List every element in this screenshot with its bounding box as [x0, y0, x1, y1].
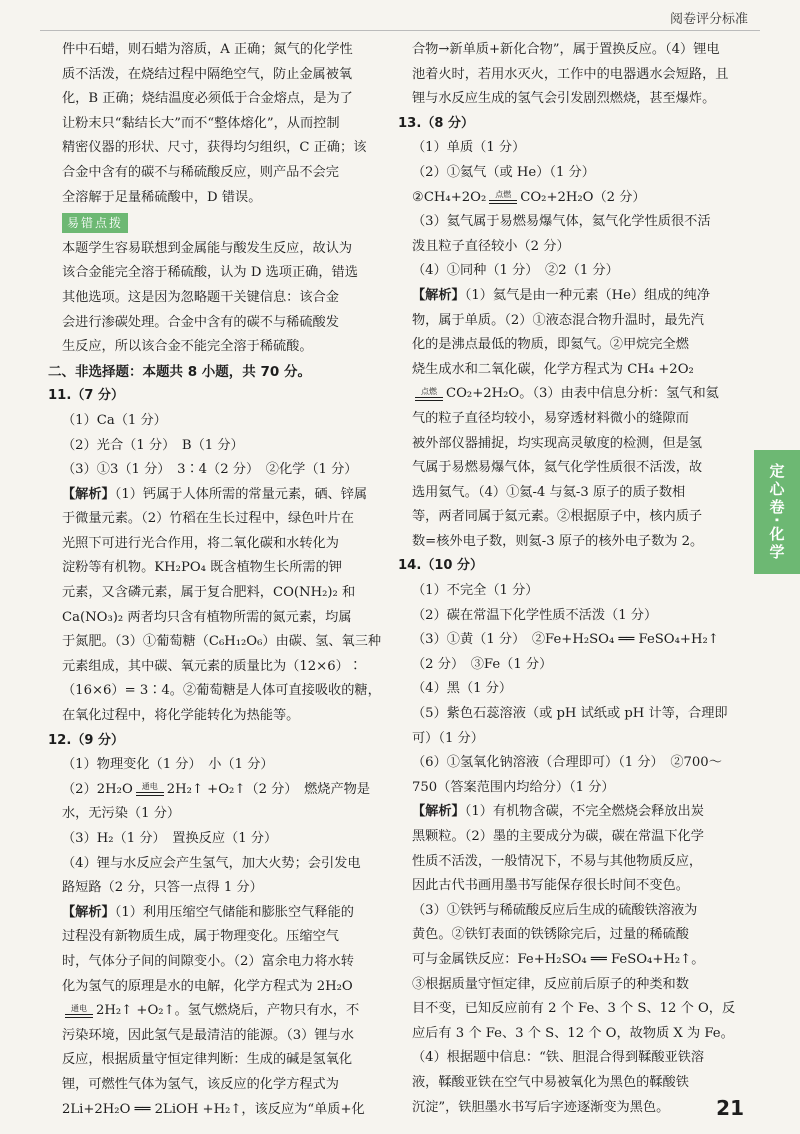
answer-line: （3）氦气属于易燃易爆气体，氦气化学性质很不活 [412, 214, 711, 230]
analysis-line: 黄色。②铁钉表面的铁锈除完后，过量的稀硫酸 [412, 927, 689, 943]
answer-line: （2）碳在常温下化学性质不活泼（1 分） [412, 607, 658, 623]
question-header [48, 384, 390, 409]
text-line: 会进行渗碳处理。合金中含有的碳不与稀硫酸发 [62, 314, 339, 330]
analysis-line: 2Li+2H₂O ══ 2LiOH +H₂↑，该反应为“单质+化 [62, 1101, 365, 1117]
analysis-line: 气属于易燃易爆气体，氦气化学性质很不活泼，故 [412, 460, 703, 476]
question-header [48, 729, 390, 754]
reaction-condition: 通电 [65, 1004, 93, 1024]
analysis-line: 光照下可进行光合作用，将二氧化碳和水转化为 [62, 535, 339, 551]
analysis-line: 于氮肥。（3）①葡萄糖（C₆H₁₂O₆）由碳、氢、氧三种 [62, 634, 382, 650]
text-line: 合物→新单质+新化合物”，属于置换反应。（4）锂电 [412, 42, 720, 57]
answer-line: （1）不完全（1 分） [412, 583, 539, 599]
analysis-line: （4）根据题中信息：“铁、胆混合得到鞣酸亚铁溶 [412, 1050, 705, 1066]
answer-line: （5）紫色石蕊溶液（或 pH 试纸或 pH 计等，合理即 [412, 706, 728, 722]
question-score: （7 分） [71, 388, 124, 404]
analysis-line: 数=核外电子数，则氦-3 原子的核外电子数为 2。 [412, 533, 704, 549]
equation-line: ②CH₄+2O₂ 点燃 CO₂+2H₂O（2 分） [398, 186, 736, 211]
question-score: （9 分） [71, 732, 124, 748]
analysis-line: 时，气体分子间的间隙变小。（2）富余电力将水转 [62, 953, 354, 969]
answer-line: （3）H₂（1 分） 置换反应（1 分） [62, 831, 278, 846]
answer-line: （6）①氢氧化钠溶液（合理即可）（1 分） ②700～ [412, 755, 722, 771]
analysis-line: 锂，可燃性气体为氢气，该反应的化学方程式为 [62, 1076, 339, 1092]
analysis-line: 气的粒子直径均较小，易穿透材料微小的缝隙而 [412, 410, 689, 426]
analysis-line: 【解析】（1）有机物含碳，不完全燃烧会释放出炭 [412, 804, 704, 820]
analysis-line: 反应，根据质量守恒定律判断：生成的碱是氢氧化 [62, 1052, 353, 1068]
text-line: 其他选项。这是因为忽略题干关键信息：该合金 [62, 289, 339, 305]
header-title: 阅卷评分标准 [669, 12, 748, 27]
analysis-line: 选用氦气。（4）①氦-4 与氦-3 原子的质子数相 [412, 484, 686, 500]
analysis-tag: 【解析】 [412, 804, 465, 820]
analysis-line: 元素组成，其中碳、氧元素的质量比为（12×6）∶ [62, 658, 362, 674]
answer-line: 可）（1 分） [412, 730, 484, 746]
analysis-line: 物，属于单质。（2）①液态混合物升温时，最先汽 [412, 312, 704, 328]
analysis-line: （3）①铁钙与稀硫酸反应后生成的硫酸铁溶液为 [412, 902, 698, 918]
page-number: 21 [716, 1096, 744, 1120]
analysis-line: 应后有 3 个 Fe、3 个 S、12 个 O，故物质 X 为 Fe。 [412, 1025, 734, 1041]
analysis-line: 黑颗粒。（2）墨的主要成分为碳，碳在常温下化学 [412, 829, 704, 844]
answer-line: （1）单质（1 分） [412, 140, 526, 156]
question-header [398, 112, 736, 137]
question-score: （8 分） [421, 115, 474, 131]
subject-side-tab: 定心卷·化学 [754, 450, 800, 574]
left-column [48, 38, 390, 1122]
reaction-condition: 点燃 [415, 387, 443, 407]
equation-line: （2）2H₂O 通电 2H₂↑ +O₂↑（2 分） 燃烧产物是 [48, 778, 390, 803]
text-line: 全溶解于足量稀硫酸中，D 错误。 [62, 189, 262, 205]
equation-line: 通电 2H₂↑ +O₂↑。氢气燃烧后，产物只有水，不 [48, 999, 390, 1024]
answer-line: 泼且粒子直径较小（2 分） [412, 238, 570, 254]
analysis-line: 目不变，已知反应前有 2 个 Fe、3 个 S、12 个 O，反 [412, 1001, 736, 1017]
answer-line: （3）①黄（1 分） ②Fe+H₂SO₄ ══ FeSO₄+H₂↑ [412, 632, 719, 648]
text-line: 化，B 正确；烧结温度必须低于合金熔点，是为了 [62, 91, 353, 107]
section-title: 二、非选择题：本题共 8 小题，共 70 分。 [48, 363, 311, 380]
analysis-line: 化的是沸点最低的物质，即氦气。②甲烷完全燃 [412, 337, 689, 353]
answer-line: （4）①同种（1 分） ②2（1 分） [412, 263, 619, 279]
answer-line: （2）光合（1 分） B（1 分） [62, 437, 244, 453]
analysis-line: 烧生成水和二氧化碳，化学方程式为 CH₄ +2O₂ [412, 361, 694, 377]
analysis-line: （16×6）= 3∶4。②葡萄糖是人体可直接吸收的糖， [62, 683, 381, 699]
analysis-line: 【解析】（1）钙属于人体所需的常量元素，硒、锌属 [62, 486, 368, 502]
answer-line: （2）①氦气（或 He）（1 分） [412, 164, 595, 180]
answer-line: 水，无污染（1 分） [62, 806, 181, 822]
answer-line: （3）①3（1 分） 3∶4（2 分） ②化学（1 分） [62, 462, 358, 478]
answer-line: （4）锂与水反应会产生氢气，加大火势；会引发电 [62, 855, 361, 871]
analysis-line: 在氧化过程中，将化学能转化为热能等。 [62, 708, 300, 724]
analysis-line: 过程没有新物质生成，属于物理变化。压缩空气 [62, 929, 339, 945]
question-number: 13. [398, 115, 422, 131]
analysis-line: 可与金属铁反应：Fe+H₂SO₄ ══ FeSO₄+H₂↑。 [412, 951, 705, 967]
question-header [398, 554, 736, 579]
analysis-tag: 【解析】 [62, 904, 115, 920]
analysis-line: 沉淀”，铁胆墨水书写后字迹逐渐变为黑色。 [412, 1099, 670, 1115]
text-line: 本题学生容易联想到金属能与酸发生反应，故认为 [62, 240, 353, 256]
equation-line: 点燃 CO₂+2H₂O。（3）由表中信息分析：氢气和氦 [398, 382, 736, 407]
text-line: 生反应，所以该合金不能完全溶于稀硫酸。 [62, 339, 313, 355]
answer-line: （2 分） ③Fe（1 分） [412, 656, 553, 672]
analysis-line: 液，鞣酸亚铁在空气中易被氧化为黑色的鞣酸铁 [412, 1074, 689, 1090]
analysis-line: 【解析】（1）氦气是由一种元素（He）组成的纯净 [412, 287, 711, 303]
text-line: 该合金能完全溶于稀硫酸，认为 D 选项正确，错选 [62, 265, 358, 281]
analysis-line: 于微量元素。（2）竹稻在生长过程中，绿色叶片在 [62, 511, 354, 527]
answer-line: 750（答案范围内均给分）（1 分） [412, 779, 615, 795]
answer-line: （1）Ca（1 分） [62, 412, 167, 428]
analysis-line: 性质不活泼，一般情况下，不易与其他物质反应， [412, 853, 703, 869]
question-number: 14. [398, 558, 422, 574]
answer-line: 路短路（2 分，只答一点得 1 分） [62, 880, 263, 896]
analysis-line: 等，两者同属于氦元素。②根据原子中，核内质子 [412, 509, 703, 525]
analysis-line: 【解析】（1）利用压缩空气储能和膨胀空气释能的 [62, 904, 354, 920]
reaction-condition: 通电 [136, 782, 164, 802]
reaction-condition: 点燃 [489, 190, 517, 210]
analysis-line: 被外部仪器捕捉，均实现高灵敏度的检测，但是氢 [412, 435, 703, 451]
text-line: 合金中含有的碳不与稀硫酸反应，则产品不会完 [62, 164, 339, 180]
analysis-line: 化为氢气的原理是水的电解，化学方程式为 2H₂O [62, 978, 353, 994]
error-tip-badge: 易错点拨 [62, 213, 128, 233]
analysis-tag: 【解析】 [412, 287, 465, 303]
answer-line: （1）物理变化（1 分） 小（1 分） [62, 757, 274, 773]
analysis-line: 元素，又含磷元素，属于复合肥料，CO(NH₂)₂ 和 [62, 585, 356, 601]
text-line: 池着火时，若用水灭火，工作中的电器遇水会短路，且 [412, 66, 729, 82]
question-number: 11. [48, 388, 72, 404]
question-number: 12. [48, 732, 72, 748]
text-line: 质不活泼，在烧结过程中隔绝空气，防止金属被氧 [62, 66, 353, 82]
analysis-tag: 【解析】 [62, 486, 115, 502]
text-line: 件中石蜡，则石蜡为溶质，A 正确；氮气的化学性 [62, 42, 353, 57]
analysis-line: Ca(NO₃)₂ 两者均只含有植物所需的氮元素，均属 [62, 609, 352, 625]
text-line: 精密仪器的形状、尺寸，获得均匀组织，C 正确；该 [62, 140, 367, 156]
right-column [398, 38, 736, 1120]
analysis-line: 淀粉等有机物。KH₂PO₄ 既含植物生长所需的钾 [62, 560, 342, 576]
text-line: 锂与水反应生成的氢气会引发剧烈燃烧，甚至爆炸。 [412, 91, 716, 107]
analysis-line: 污染环境，因此氢气是最清洁的能源。（3）锂与水 [62, 1027, 354, 1043]
answer-line: （4）黑（1 分） [412, 681, 513, 697]
analysis-line: 因此古代书画用墨书写能保存很长时间不变色。 [412, 878, 689, 894]
header-divider [40, 30, 760, 31]
question-score: （10 分） [421, 558, 483, 574]
analysis-line: ③根据质量守恒定律，反应前后原子的种类和数 [412, 976, 689, 992]
text-line: 让粉末只“黏结长大”而不“整体熔化”，从而控制 [62, 115, 340, 131]
